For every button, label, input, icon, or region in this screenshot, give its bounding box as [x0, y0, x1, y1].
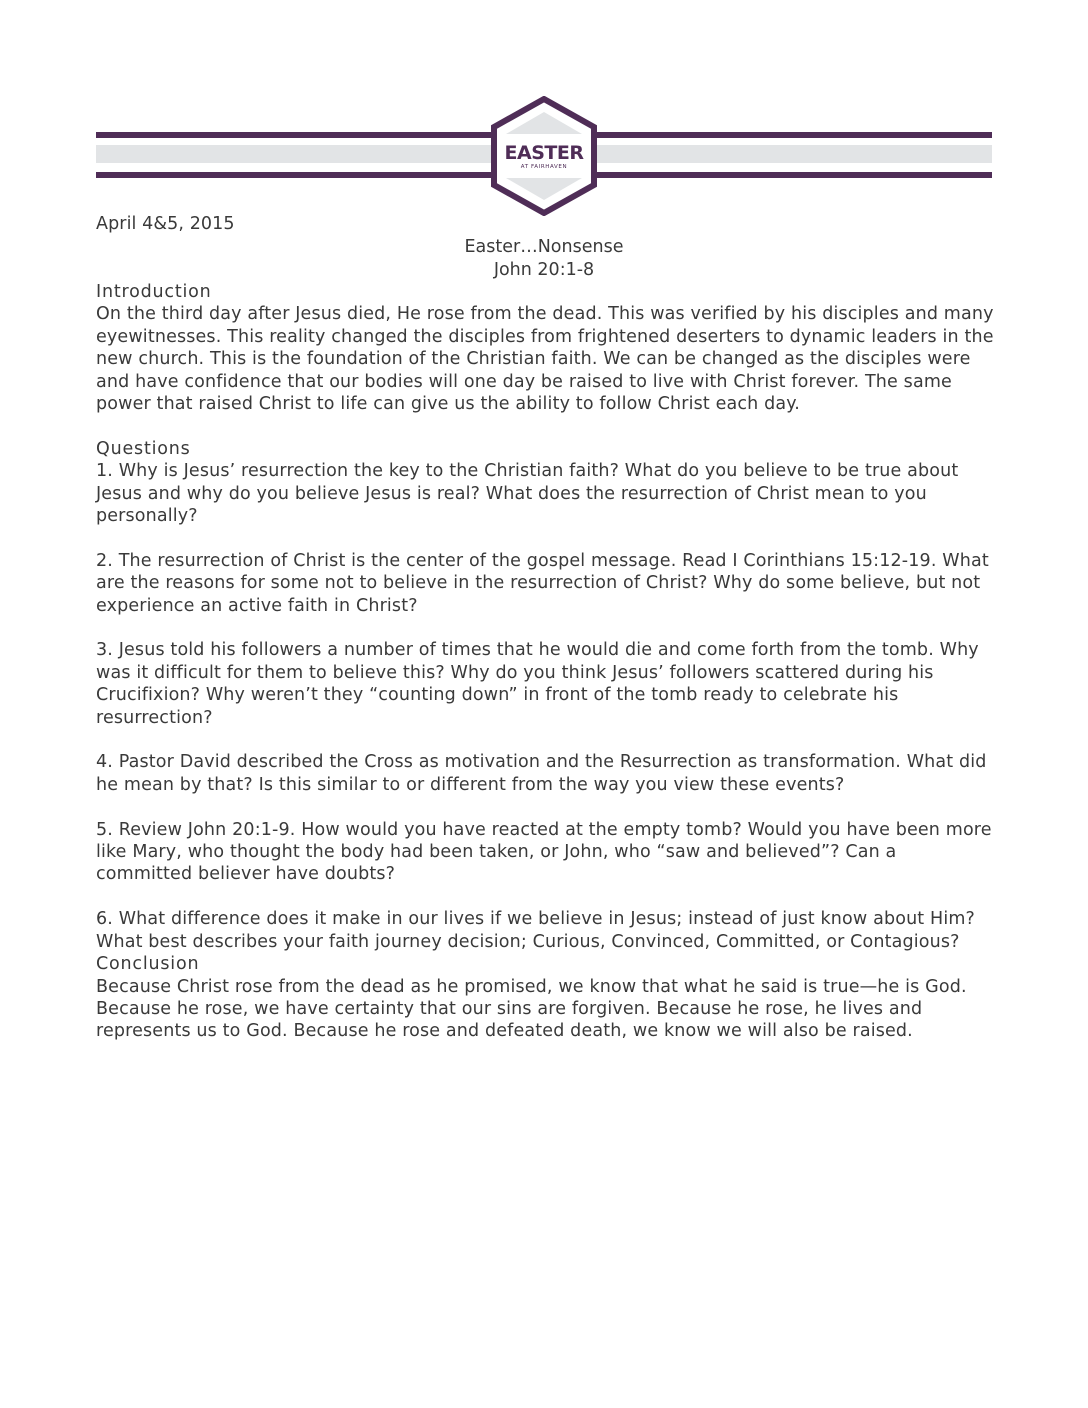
logo-subtitle: AT FAIRHAVEN: [520, 164, 568, 170]
question-6: 6. What difference does it make in our lives if we believe in Jesus; instead of just know about Him? What best describes your faith journey decision; Curious, Convinced, Committed, or Contagious?: [96, 909, 975, 952]
easter-logo-hexagon: [488, 96, 600, 216]
scripture-reference: John 20:1-8: [493, 259, 595, 280]
introduction-heading: Introduction: [96, 282, 212, 302]
introduction-text: On the third day after Jesus died, He rose from the dead. This was verified by his disciples and many eyewitnesses. This reality changed the disciples from frightened deserters to dynamic leaders in the new church. This is the foundation of the Christian faith. We can be changed as the disciples were and have confidence that our bodies will one day be raised to live with Christ forever. The same power that raised Christ to life can give us the ability to follow Christ each day.: [96, 304, 994, 415]
question-4: 4. Pastor David described the Cross as motivation and the Resurrection as transformation. What did he mean by that? Is this similar to or different from the way you view these events?: [96, 752, 987, 795]
conclusion-heading: Conclusion: [96, 954, 200, 975]
sermon-title-block: [96, 236, 992, 281]
question-2: 2. The resurrection of Christ is the center of the gospel message. Read I Corinthians 15:12-19. What are the reasons for some not to believe in the resurrection of Christ? Why do some believe, but not experience an active faith in Christ?: [96, 550, 989, 616]
document-body: [96, 281, 996, 1043]
conclusion-text: Because Christ rose from the dead as he promised, we know that what he said is true—he is God. Because he rose, we have certainty that our sins are forgiven. Because he rose, he lives and represents us to God. Because he rose and defeated death, we know we will also be raised.: [96, 976, 967, 1042]
question-1: 1. Why is Jesus’ resurrection the key to the Christian faith? What do you believe to be true about Jesus and why do you believe Jesus is real? What does the resurrection of Christ mean to you personally?: [96, 461, 959, 527]
section-spacer: [96, 415, 996, 437]
easter-logo: [488, 96, 600, 216]
question-5: 5. Review John 20:1-9. How would you have reacted at the empty tomb? Would you have been more like Mary, who thought the body had been taken, or John, who “saw and believed”? Can a committed believer have doubts?: [96, 819, 992, 885]
sermon-date: April 4&5, 2015: [96, 214, 235, 234]
questions-heading: Questions: [96, 438, 191, 459]
sermon-title: Easter…Nonsense: [464, 237, 624, 257]
logo-title: EASTER: [504, 142, 584, 164]
question-3: 3. Jesus told his followers a number of times that he would die and come forth from the tomb. Why was it difficult for them to believe this? Why do you think Jesus’ followers scattered during his Crucifixion? Why weren’t they “counting down” in front of the tomb ready to celebrate his resurrection?: [96, 640, 979, 728]
